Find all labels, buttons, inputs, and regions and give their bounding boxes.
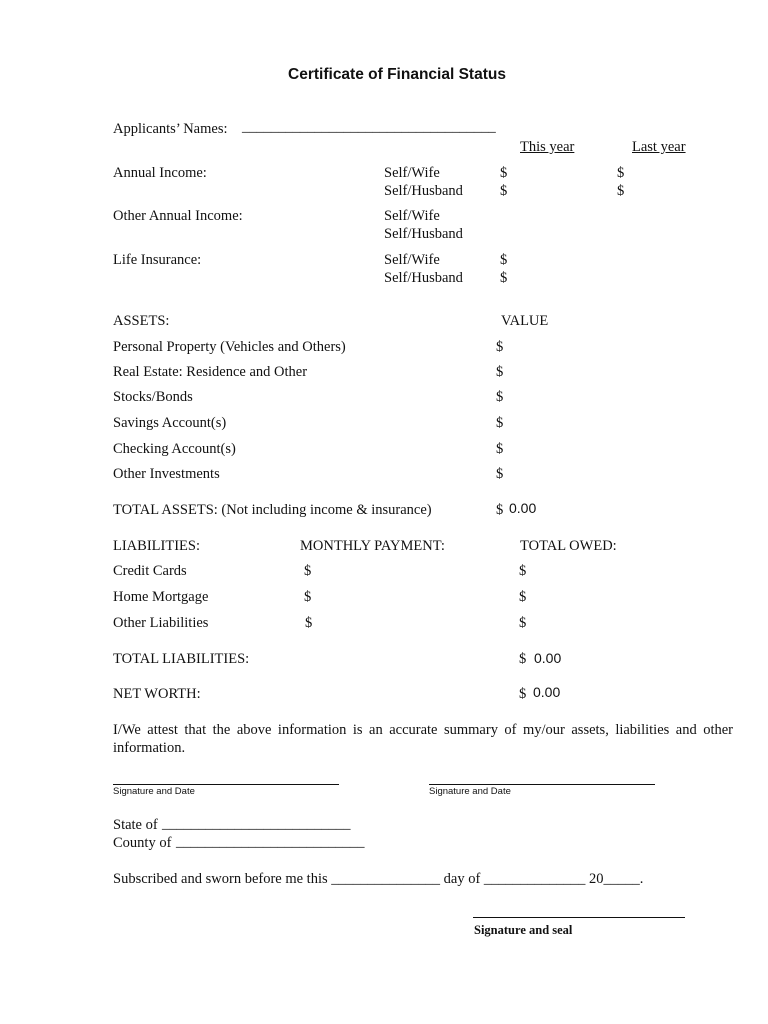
annual-income-husband-last-year[interactable]: $ — [617, 183, 625, 199]
this-year-header: This year — [520, 139, 575, 155]
other-income-label: Other Annual Income: — [113, 208, 243, 224]
annual-income-husband-this-year[interactable]: $ — [500, 183, 508, 199]
county-label: County of — [113, 835, 172, 851]
applicants-label: Applicants’ Names: — [113, 121, 228, 137]
total-assets-value: 0.00 — [509, 500, 537, 516]
state-label: State of — [113, 817, 158, 833]
asset-item-value[interactable]: $ — [496, 466, 504, 482]
sworn-text-1: Subscribed and sworn before me this — [113, 871, 328, 887]
last-year-header: Last year — [632, 139, 686, 155]
liability-total-owed[interactable]: $ — [519, 615, 527, 631]
signature-line-2[interactable] — [429, 784, 655, 785]
sworn-statement — [113, 870, 643, 888]
total-liabilities-currency: $ — [519, 651, 527, 667]
attest-line-2: information. — [113, 740, 186, 756]
life-insurance-wife-value[interactable]: $ — [500, 252, 508, 268]
total-owed-header: TOTAL OWED: — [520, 538, 617, 554]
sworn-year-blank[interactable]: _____. — [603, 871, 644, 887]
county-blank[interactable]: __________________________ — [176, 834, 365, 850]
life-insurance-husband-value[interactable]: $ — [500, 270, 508, 286]
liability-item-label: Home Mortgage — [113, 589, 209, 605]
annual-income-label: Annual Income: — [113, 165, 207, 181]
sworn-text-2: day of — [443, 871, 481, 887]
seal-signature-line[interactable] — [473, 917, 685, 918]
asset-item-label: Other Investments — [113, 466, 220, 482]
sworn-year-prefix: 20 — [589, 871, 604, 887]
liability-item-label: Other Liabilities — [113, 615, 209, 631]
sworn-day-blank[interactable]: _______________ — [331, 871, 441, 887]
liability-item-label: Credit Cards — [113, 563, 187, 579]
signature-line-1[interactable] — [113, 784, 339, 785]
net-worth-label: NET WORTH: — [113, 686, 201, 702]
asset-item-value[interactable]: $ — [496, 441, 504, 457]
total-assets-label: TOTAL ASSETS: (Not including income & insurance) — [113, 502, 432, 518]
asset-item-label: Personal Property (Vehicles and Others) — [113, 339, 346, 355]
life-insurance-self-wife: Self/Wife — [384, 252, 440, 268]
asset-item-value[interactable]: $ — [496, 415, 504, 431]
seal-label: Signature and seal — [474, 923, 573, 937]
signature-label-2: Signature and Date — [429, 786, 511, 797]
asset-item-label: Real Estate: Residence and Other — [113, 364, 308, 380]
asset-item-label: Stocks/Bonds — [113, 389, 193, 405]
total-liabilities-label: TOTAL LIABILITIES: — [113, 651, 250, 667]
life-insurance-self-husband: Self/Husband — [384, 270, 463, 286]
liability-monthly-payment[interactable]: $ — [304, 589, 312, 605]
total-liabilities-value: 0.00 — [534, 650, 562, 666]
net-worth-currency: $ — [519, 686, 527, 702]
assets-value-header: VALUE — [501, 313, 549, 329]
applicants-name-blank[interactable]: ___________________________________ — [242, 119, 496, 135]
life-insurance-label: Life Insurance: — [113, 252, 202, 268]
liability-total-owed[interactable]: $ — [519, 589, 527, 605]
other-income-self-husband: Self/Husband — [384, 226, 463, 242]
annual-income-self-husband: Self/Husband — [384, 183, 463, 199]
other-income-self-wife: Self/Wife — [384, 208, 440, 224]
liability-monthly-payment[interactable]: $ — [305, 615, 313, 631]
page-title: Certificate of Financial Status — [288, 66, 506, 83]
liability-monthly-payment[interactable]: $ — [304, 563, 312, 579]
total-assets-currency: $ — [496, 502, 504, 518]
asset-item-label: Checking Account(s) — [113, 441, 236, 457]
net-worth-value: 0.00 — [533, 684, 561, 700]
asset-item-label: Savings Account(s) — [113, 415, 227, 431]
annual-income-wife-last-year[interactable]: $ — [617, 165, 625, 181]
sworn-month-blank[interactable]: ______________ — [483, 871, 586, 887]
signature-label-1: Signature and Date — [113, 786, 195, 797]
attest-line-1: I/We attest that the above information is an accurate summary of my/our assets, liabilities and other — [113, 722, 733, 738]
monthly-payment-header: MONTHLY PAYMENT: — [300, 538, 445, 554]
asset-item-value[interactable]: $ — [496, 339, 504, 355]
annual-income-wife-this-year[interactable]: $ — [500, 165, 508, 181]
asset-item-value[interactable]: $ — [496, 364, 504, 380]
state-blank[interactable]: __________________________ — [162, 816, 351, 832]
annual-income-self-wife: Self/Wife — [384, 165, 440, 181]
liability-total-owed[interactable]: $ — [519, 563, 527, 579]
assets-header: ASSETS: — [113, 313, 170, 329]
liabilities-header: LIABILITIES: — [113, 538, 200, 554]
asset-item-value[interactable]: $ — [496, 389, 504, 405]
